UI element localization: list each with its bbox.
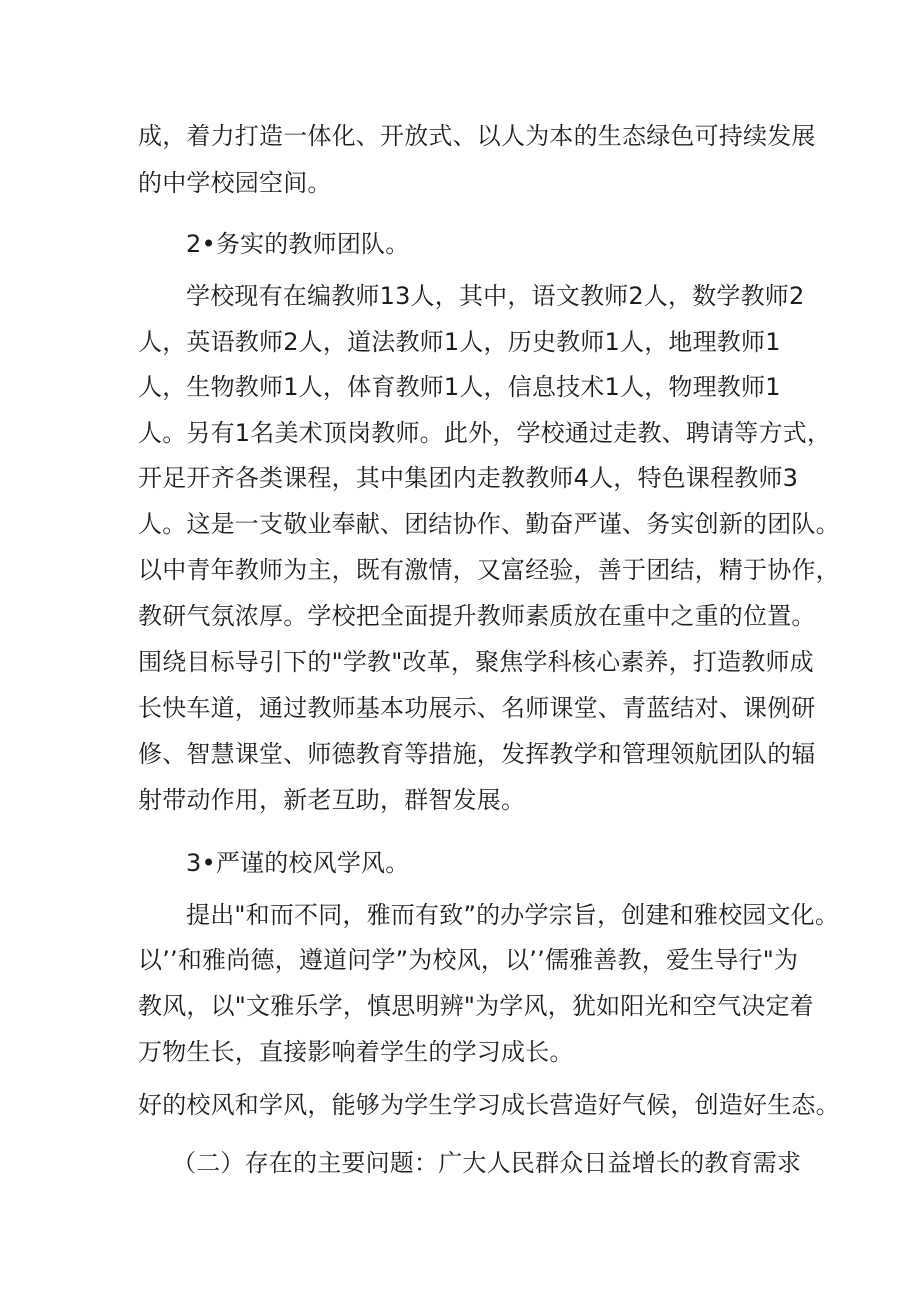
teachers-line-3: 人，生物教师1人，体育教师1人，信息技术1人，物理教师1 [138, 373, 781, 401]
section-heading-problems: （二）存在的主要问题：广大人民群众日益增长的教育需求 [172, 1149, 802, 1177]
campus-line-1: 成，着力打造一体化、开放式、以人为本的生态绿色可持续发展 [138, 122, 816, 150]
style-line-2: 以’’和雅尚德，遵道问学”为校风，以’’儒雅善教，爱生导行"为 [138, 946, 799, 974]
teachers-line-11: 修、智慧课堂、师德教育等措施，发挥教学和管理领航团队的辐 [138, 740, 816, 768]
teachers-line-6: 人。这是一支敬业奉献、团结协作、勤奋严谨、务实创新的团队。 [138, 510, 840, 538]
teachers-line-7: 以中青年教师为主，既有激情，又富经验，善于团结，精于协作， [138, 556, 840, 584]
teachers-line-4: 人。另有1名美术顶岗教师。此外，学校通过走教、聘请等方式， [138, 419, 832, 447]
section-heading-teachers: 2•务实的教师团队。 [186, 230, 410, 258]
teachers-line-1: 学校现有在编教师13人，其中，语文教师2人，数学教师2 [186, 282, 805, 310]
style-line-1: 提出"和而不同，雅而有致”的办学宗旨，创建和雅校园文化。 [186, 901, 840, 929]
good-style-line: 好的校风和学风，能够为学生学习成长营造好气候，创造好生态。 [138, 1091, 840, 1119]
section-heading-style: 3•严谨的校风学风。 [186, 849, 410, 877]
teachers-line-2: 人，英语教师2人，道法教师1人，历史教师1人，地理教师1 [138, 328, 781, 356]
teachers-line-8: 教研气氛浓厚。学校把全面提升教师素质放在重中之重的位置。 [138, 602, 816, 630]
teachers-line-9: 围绕目标导引下的"学教"改革，聚焦学科核心素养，打造教师成 [138, 648, 814, 676]
teachers-line-12: 射带动作用，新老互助，群智发展。 [138, 786, 526, 814]
teachers-line-10: 长快车道，通过教师基本功展示、名师课堂、青蓝结对、课例研 [138, 694, 816, 722]
style-line-3: 教风，以"文雅乐学，慎思明辨"为学风，犹如阳光和空气决定着 [138, 992, 814, 1020]
style-line-4: 万物生长，直接影响着学生的学习成长。 [138, 1038, 574, 1066]
teachers-line-5: 开足开齐各类课程，其中集团内走教教师4人，特色课程教师3 [138, 464, 799, 492]
campus-line-2: 的中学校园空间。 [138, 169, 332, 197]
